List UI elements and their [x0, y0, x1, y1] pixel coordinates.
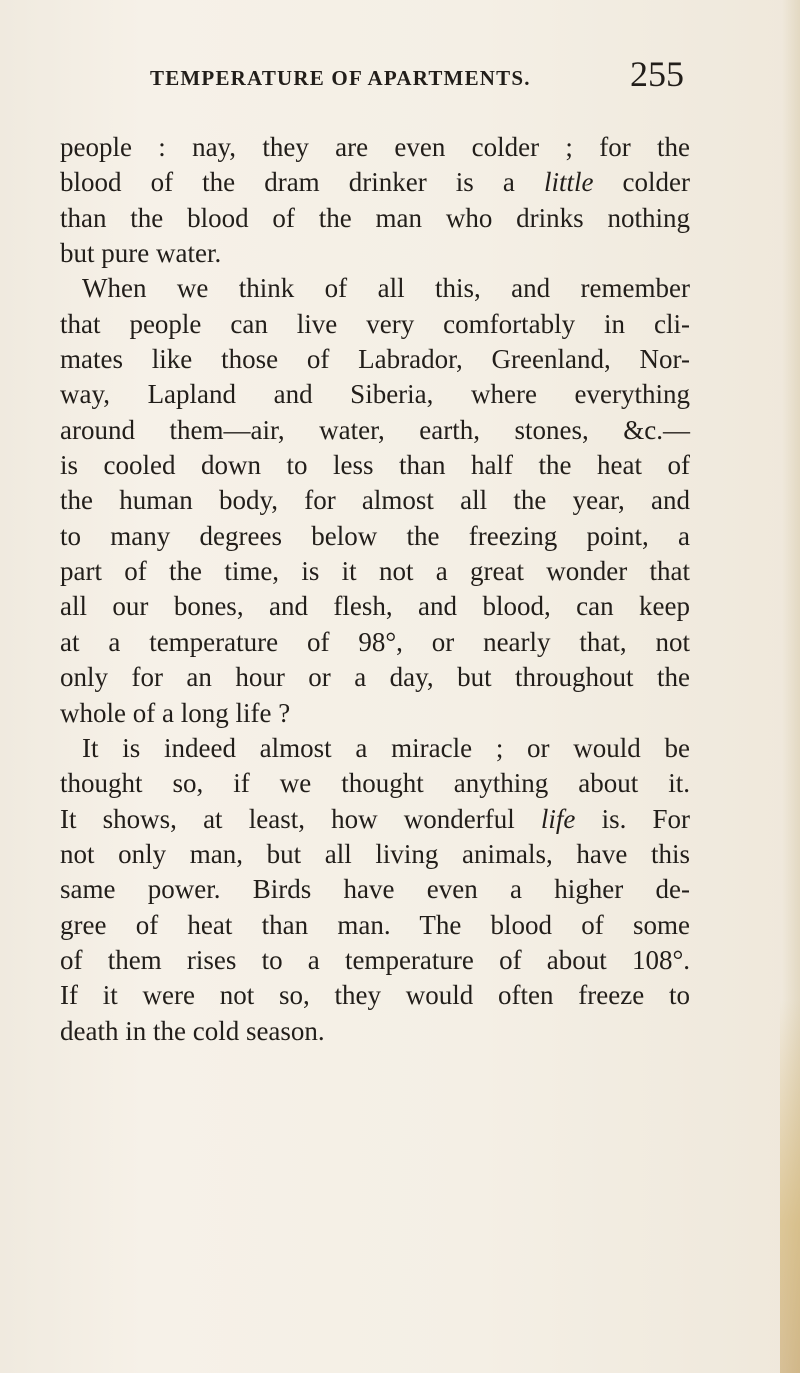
body-text [60, 130, 690, 1049]
paragraph-start-line: When we think of all this, and remember [82, 273, 690, 304]
text-line: gree of heat than man. The blood of some [60, 909, 690, 940]
text-line [60, 802, 690, 837]
text-line: mates like those of Labrador, Greenland, Nor- [60, 344, 690, 375]
text-line: that people can live very comfortably in cli- [60, 308, 690, 339]
running-head [60, 56, 684, 106]
text-line-start: It shows, at least, how wonderful [60, 803, 541, 834]
text-line: way, Lapland and Siberia, where everything [60, 379, 690, 410]
text-line-start: blood of the dram drinker is a [60, 167, 544, 198]
paragraph-start-line: It is indeed almost a miracle ; or would be [82, 732, 690, 763]
text-line: around them—air, water, earth, stones, &c.— [60, 414, 690, 445]
text-line: people : nay, they are even colder ; for the [60, 132, 690, 162]
emphasis-little: little [543, 167, 594, 198]
text-line: part of the time, is it not a great wonder that [60, 556, 690, 587]
text-line: is cooled down to less than half the heat of [60, 450, 690, 481]
text-line: death in the cold season. [60, 1015, 325, 1046]
text-line: to many degrees below the freezing point, a [60, 520, 690, 551]
text-line: only for an hour or a day, but throughout the [60, 662, 690, 693]
text-line: thought so, if we thought anything about it. [60, 768, 690, 799]
text-line [60, 165, 690, 200]
text-line: at a temperature of 98°, or nearly that, not [60, 626, 690, 657]
text-line: of them rises to a temperature of about 108°. [60, 944, 690, 975]
text-line: all our bones, and flesh, and blood, can keep [60, 591, 690, 622]
text-line: same power. Birds have even a higher de- [60, 874, 690, 905]
page-edge-stain [780, 1000, 800, 1373]
text-line: the human body, for almost all the year, and [60, 485, 690, 516]
page-number: 255 [630, 54, 684, 94]
text-line: If it were not so, they would often freeze to [60, 980, 690, 1011]
text-line: whole of a long life ? [60, 697, 291, 728]
text-line: than the blood of the man who drinks nothing [60, 202, 690, 233]
text-line-end: colder [593, 167, 690, 198]
text-line: but pure water. [60, 238, 222, 269]
text-line-end: is. For [575, 803, 690, 834]
text-line: not only man, but all living animals, have this [60, 838, 690, 869]
emphasis-life: life [540, 803, 576, 834]
running-title: TEMPERATURE OF APARTMENTS. [150, 66, 531, 90]
